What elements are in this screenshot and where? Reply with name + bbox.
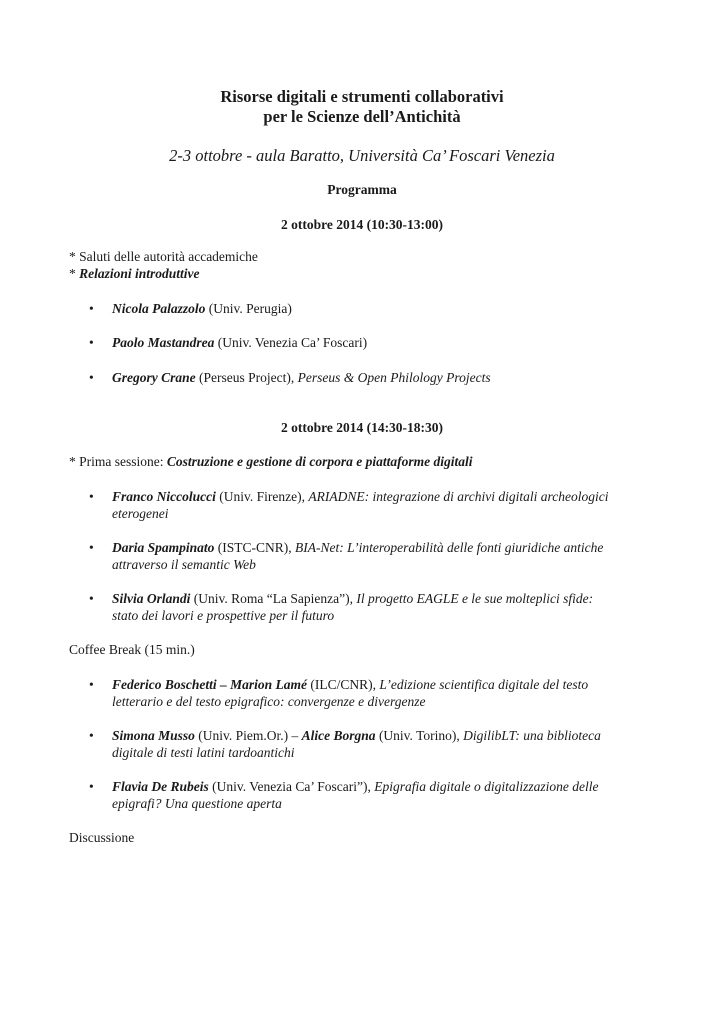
speaker-item xyxy=(112,488,672,522)
speaker-item xyxy=(112,676,672,710)
speaker-item xyxy=(112,334,672,351)
session2-heading: 2 ottobre 2014 (14:30-18:30) xyxy=(280,420,444,435)
speaker-name: Federico Boschetti – Marion Lamé xyxy=(112,677,307,692)
speaker-item xyxy=(112,727,672,761)
bullet-icon: • xyxy=(89,489,94,504)
speaker-name-2: Alice Borgna xyxy=(301,728,376,743)
speaker-affiliation: (Univ. Venezia Ca’ Foscari) xyxy=(214,335,368,350)
speaker-name: Flavia De Rubeis xyxy=(112,779,209,794)
bullet-icon: • xyxy=(89,591,94,606)
session1-heading: 2 ottobre 2014 (10:30-13:00) xyxy=(280,217,444,232)
coffee-break: Coffee Break (15 min.) xyxy=(69,642,195,657)
speaker-affiliation: (Univ. Roma “La Sapienza”), xyxy=(190,591,357,606)
speaker-name: Franco Niccolucci xyxy=(112,489,216,504)
speaker-affiliation-2: (Univ. Torino), xyxy=(375,728,464,743)
speaker-affiliation: (Univ. Perugia) xyxy=(205,301,292,316)
programma-heading: Programma xyxy=(327,182,397,197)
talk-title-continued: attraverso il semantic Web xyxy=(112,557,256,572)
speaker-item xyxy=(112,369,672,386)
speaker-affiliation: (ILC/CNR), xyxy=(307,677,380,692)
speaker-item xyxy=(112,539,672,573)
speaker-name: Paolo Mastandrea xyxy=(112,335,215,350)
speaker-affiliation: (Univ. Firenze), xyxy=(215,489,309,504)
bullet-icon: • xyxy=(89,677,94,692)
talk-title: Perseus & Open Philology Projects xyxy=(297,370,491,385)
bullet-icon: • xyxy=(89,301,94,316)
bullet-icon: • xyxy=(89,728,94,743)
speaker-affiliation: (Perseus Project), xyxy=(195,370,298,385)
talk-title: BIA-Net: L’interoperabilità delle fonti giuridiche antiche xyxy=(295,540,604,555)
title-line-1: Risorse digitali e strumenti collaborativi xyxy=(220,87,504,106)
session1-intro-greetings: * Saluti delle autorità accademiche xyxy=(69,249,258,264)
event-subtitle: 2-3 ottobre - aula Baratto, Università Ca’ Foscari Venezia xyxy=(169,146,555,165)
title-line-2: per le Scienze dell’Antichità xyxy=(263,107,461,126)
talk-title-continued: digitale di testi latini tardoantichi xyxy=(112,745,295,760)
speaker-item xyxy=(112,590,672,624)
speaker-affiliation: (Univ. Piem.Or.) – xyxy=(194,728,302,743)
bullet-icon: • xyxy=(89,335,94,350)
talk-title: : integrazione di archivi digitali archeologici xyxy=(364,489,609,504)
talk-title: Epigrafia digitale o digitalizzazione delle xyxy=(374,779,599,794)
speaker-item xyxy=(112,778,672,812)
bullet-icon: • xyxy=(89,779,94,794)
speaker-name: Simona Musso xyxy=(112,728,195,743)
speaker-item xyxy=(112,300,672,317)
bullet-icon: • xyxy=(89,370,94,385)
talk-title: DigilibLT: una biblioteca xyxy=(463,728,601,743)
speaker-name: Nicola Palazzolo xyxy=(112,301,206,316)
talk-title: L’edizione scientifica digitale del testo xyxy=(379,677,589,692)
talk-title: Il progetto EAGLE e le sue molteplici sfide: xyxy=(356,591,594,606)
talk-title-continued: letterario e del testo epigrafico: convergenze e divergenze xyxy=(112,694,426,709)
speaker-affiliation: (Univ. Venezia Ca’ Foscari”), xyxy=(208,779,375,794)
speaker-affiliation: (ISTC-CNR), xyxy=(214,540,296,555)
bullet-icon: • xyxy=(89,540,94,555)
speaker-name: Silvia Orlandi xyxy=(112,591,191,606)
talk-title-continued: stato dei lavori e prospettive per il futuro xyxy=(112,608,335,623)
session1-intro-relazioni: * Relazioni introduttive xyxy=(69,266,200,281)
speaker-name: Daria Spampinato xyxy=(112,540,215,555)
discussion: Discussione xyxy=(69,830,135,845)
session2-intro: * Prima sessione: Costruzione e gestione di corpora e piattaforme digitali xyxy=(69,454,473,469)
speaker-name: Gregory Crane xyxy=(112,370,196,385)
project-name: ARIADNE xyxy=(308,489,365,504)
talk-title-continued: epigrafi? Una questione aperta xyxy=(112,796,282,811)
talk-title-continued: eterogenei xyxy=(112,506,169,521)
